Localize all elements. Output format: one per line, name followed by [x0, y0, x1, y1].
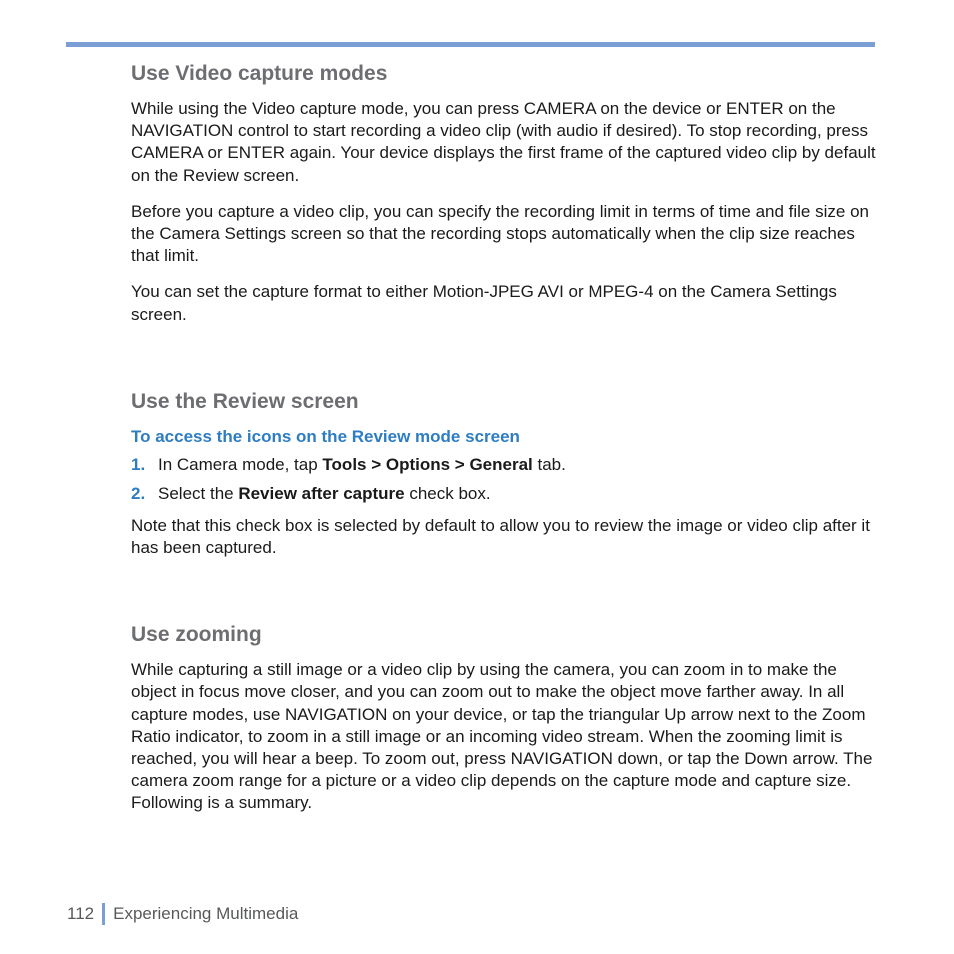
step-1	[131, 454, 876, 476]
heading-review-screen: Use the Review screen	[131, 389, 359, 413]
heading-zooming: Use zooming	[131, 623, 262, 647]
procedure-heading: To access the icons on the Review mode screen	[131, 426, 520, 446]
page-number: 112	[67, 904, 95, 923]
step-2	[131, 483, 876, 505]
heading-video-capture: Use Video capture modes	[131, 62, 388, 85]
step-menu-path: Tools > Options > General	[322, 454, 533, 474]
footer-divider	[102, 903, 105, 925]
review-note: Note that this check box is selected by default to allow you to review the image or video clip after it has been captured.	[131, 515, 870, 558]
step-text	[158, 454, 566, 476]
step-text-pre: In Camera mode, tap	[158, 454, 323, 474]
video-paragraph-1: While using the Video capture mode, you can press CAMERA on the device or ENTER on the NAVIGATION control to start recording a video clip (with audio if desired). To stop recording, press CAMERA or ENTER again. Your device displays the first frame of the captured video clip by default on the Review screen.	[131, 99, 876, 185]
step-text-post: check box.	[404, 483, 491, 503]
step-text-post: tab.	[532, 454, 566, 474]
page-content	[131, 60, 876, 815]
video-paragraph-2: Before you capture a video clip, you can specify the recording limit in terms of time and file size on the Camera Settings screen so that the recording stops automatically when the clip size reaches that limit.	[131, 201, 869, 266]
step-option-name: Review after capture	[238, 483, 405, 503]
page-footer	[67, 903, 298, 925]
top-rule	[66, 42, 875, 47]
zoom-paragraph: While capturing a still image or a video clip by using the camera, you can zoom in to make the object in focus move closer, and you can zoom out to make the object move farther away. In all capture modes, use NAVIGATION on your device, or tap the triangular Up arrow next to the Zoom Ratio indicator, to zoom in a still image or an incoming video stream. When the zooming limit is reached, you will hear a beep. To zoom out, press NAVIGATION down, or tap the Down arrow. The camera zoom range for a picture or a video clip depends on the capture mode and capture size. Following is a summary.	[131, 660, 873, 813]
step-text	[158, 483, 491, 505]
step-number: 1.	[131, 454, 146, 474]
chapter-title: Experiencing Multimedia	[113, 904, 299, 923]
video-paragraph-3: You can set the capture format to either Motion-JPEG AVI or MPEG-4 on the Camera Settings screen.	[131, 282, 837, 324]
step-number: 2.	[131, 483, 146, 503]
step-text-pre: Select the	[158, 483, 239, 503]
steps-list	[131, 454, 876, 505]
